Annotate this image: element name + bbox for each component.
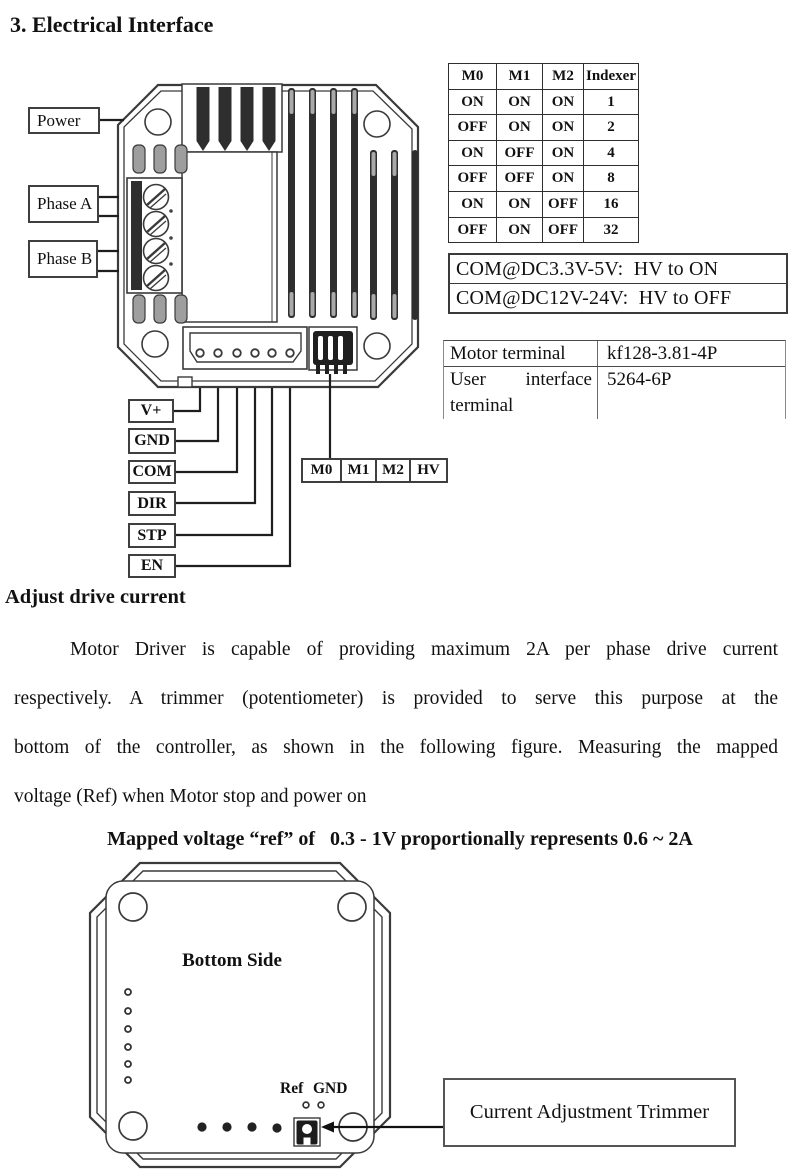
pin-leader-com — [176, 388, 237, 472]
bottom-connector — [183, 327, 307, 369]
bottom-side-label: Bottom Side — [182, 950, 282, 971]
table-row — [449, 115, 639, 141]
pin-label-box-com: COM — [128, 460, 176, 484]
pin-label-box-dir: DIR — [128, 491, 176, 516]
value-cell: OFF — [543, 191, 584, 217]
value-cell: 32 — [584, 217, 639, 243]
header-cell: Indexer — [584, 64, 639, 90]
value-cell: 16 — [584, 191, 639, 217]
value-cell: ON — [497, 115, 543, 141]
board-notch — [178, 377, 192, 387]
voltage-levels-box — [448, 253, 788, 314]
value-cell: 1 — [584, 89, 639, 115]
indexer-header-row — [449, 64, 639, 90]
mounting-hole — [364, 333, 390, 359]
value-cell: ON — [543, 89, 584, 115]
paragraph-line: Motor Driver is capable of providing maximum 2A per phase drive current — [70, 639, 778, 660]
value-cell: ON — [543, 166, 584, 192]
terminal-block — [127, 145, 187, 323]
gnd-label: GND — [313, 1080, 348, 1097]
pin-label-box-en: EN — [128, 554, 176, 578]
top-board-diagram — [118, 84, 418, 387]
power-label-box: Power — [28, 107, 100, 134]
mounting-hole — [364, 111, 390, 137]
pin-label-box-stp: STP — [128, 523, 176, 548]
table-row — [449, 89, 639, 115]
trimmer-component — [294, 1118, 320, 1146]
value-cell: ON — [449, 140, 497, 166]
phase-b-label-box: Phase B — [28, 240, 98, 278]
value-cell: ON — [543, 140, 584, 166]
voltage-row-off: COM@DC12V-24V: HV to OFF — [456, 287, 732, 309]
dip-cell-m1: M1 — [342, 458, 377, 483]
pin-leader-gnd — [176, 388, 218, 441]
paragraph-line: respectively. A trimmer (potentiometer) is provided to serve this purpose at the — [14, 688, 778, 709]
value-cell: OFF — [449, 115, 497, 141]
value-cell: 2 — [584, 115, 639, 141]
header-cell: M2 — [543, 64, 584, 90]
pin-label-box-vplus: V+ — [128, 399, 174, 423]
corner-hole — [119, 893, 147, 921]
pin-leader-dir — [176, 388, 255, 503]
terminal-value: 5264-6P — [607, 369, 672, 390]
value-cell: OFF — [449, 166, 497, 192]
section-heading: Adjust drive current — [5, 586, 186, 608]
value-cell: OFF — [543, 217, 584, 243]
bottom-board-diagram — [90, 863, 443, 1167]
table-row — [449, 191, 639, 217]
phase-a-label-box: Phase A — [28, 185, 99, 223]
table-row — [449, 217, 639, 243]
dip-cell-hv: HV — [411, 458, 448, 483]
paragraph-line: voltage (Ref) when Motor stop and power on — [14, 786, 367, 807]
value-cell: ON — [497, 191, 543, 217]
value-cell: OFF — [497, 140, 543, 166]
dip-cell-m2: M2 — [377, 458, 411, 483]
indexer-table — [448, 63, 639, 243]
header-cell: M1 — [497, 64, 543, 90]
corner-hole — [119, 1112, 147, 1140]
value-cell: ON — [497, 217, 543, 243]
table-row — [444, 341, 785, 367]
page-title: 3. Electrical Interface — [10, 12, 214, 37]
ref-label: Ref — [280, 1080, 304, 1097]
trimmer-callout-box: Current Adjustment Trimmer — [443, 1078, 736, 1147]
voltage-row-on: COM@DC3.3V-5V: HV to ON — [450, 255, 786, 284]
dip-strip — [301, 458, 448, 483]
value-cell: 4 — [584, 140, 639, 166]
mounting-hole — [145, 109, 171, 135]
header-cell: M0 — [449, 64, 497, 90]
value-cell: OFF — [449, 217, 497, 243]
value-cell: ON — [449, 89, 497, 115]
pin-label-box-gnd: GND — [128, 428, 176, 454]
terminal-label: Motor terminal — [444, 341, 598, 366]
component-block — [182, 152, 277, 322]
table-row — [449, 166, 639, 192]
mapped-voltage-caption: Mapped voltage “ref” of 0.3 - 1V proportionally represents 0.6 ~ 2A — [107, 828, 693, 850]
paragraph-line: bottom of the controller, as shown in the following figure. Measuring the mapped — [14, 737, 778, 758]
corner-hole — [338, 893, 366, 921]
pin-leader-vplus — [174, 388, 200, 411]
mounting-hole — [142, 331, 168, 357]
dip-switch — [309, 327, 357, 374]
table-row — [444, 367, 785, 419]
terminal-value: kf128-3.81-4P — [607, 343, 718, 364]
value-cell: ON — [543, 115, 584, 141]
body-paragraph — [14, 636, 778, 832]
terminal-label: User interface terminal — [444, 367, 598, 419]
value-cell: ON — [449, 191, 497, 217]
table-row — [449, 140, 639, 166]
value-cell: 8 — [584, 166, 639, 192]
value-cell: OFF — [497, 166, 543, 192]
dip-cell-m0: M0 — [301, 458, 342, 483]
terminal-table — [443, 340, 786, 419]
value-cell: ON — [497, 89, 543, 115]
